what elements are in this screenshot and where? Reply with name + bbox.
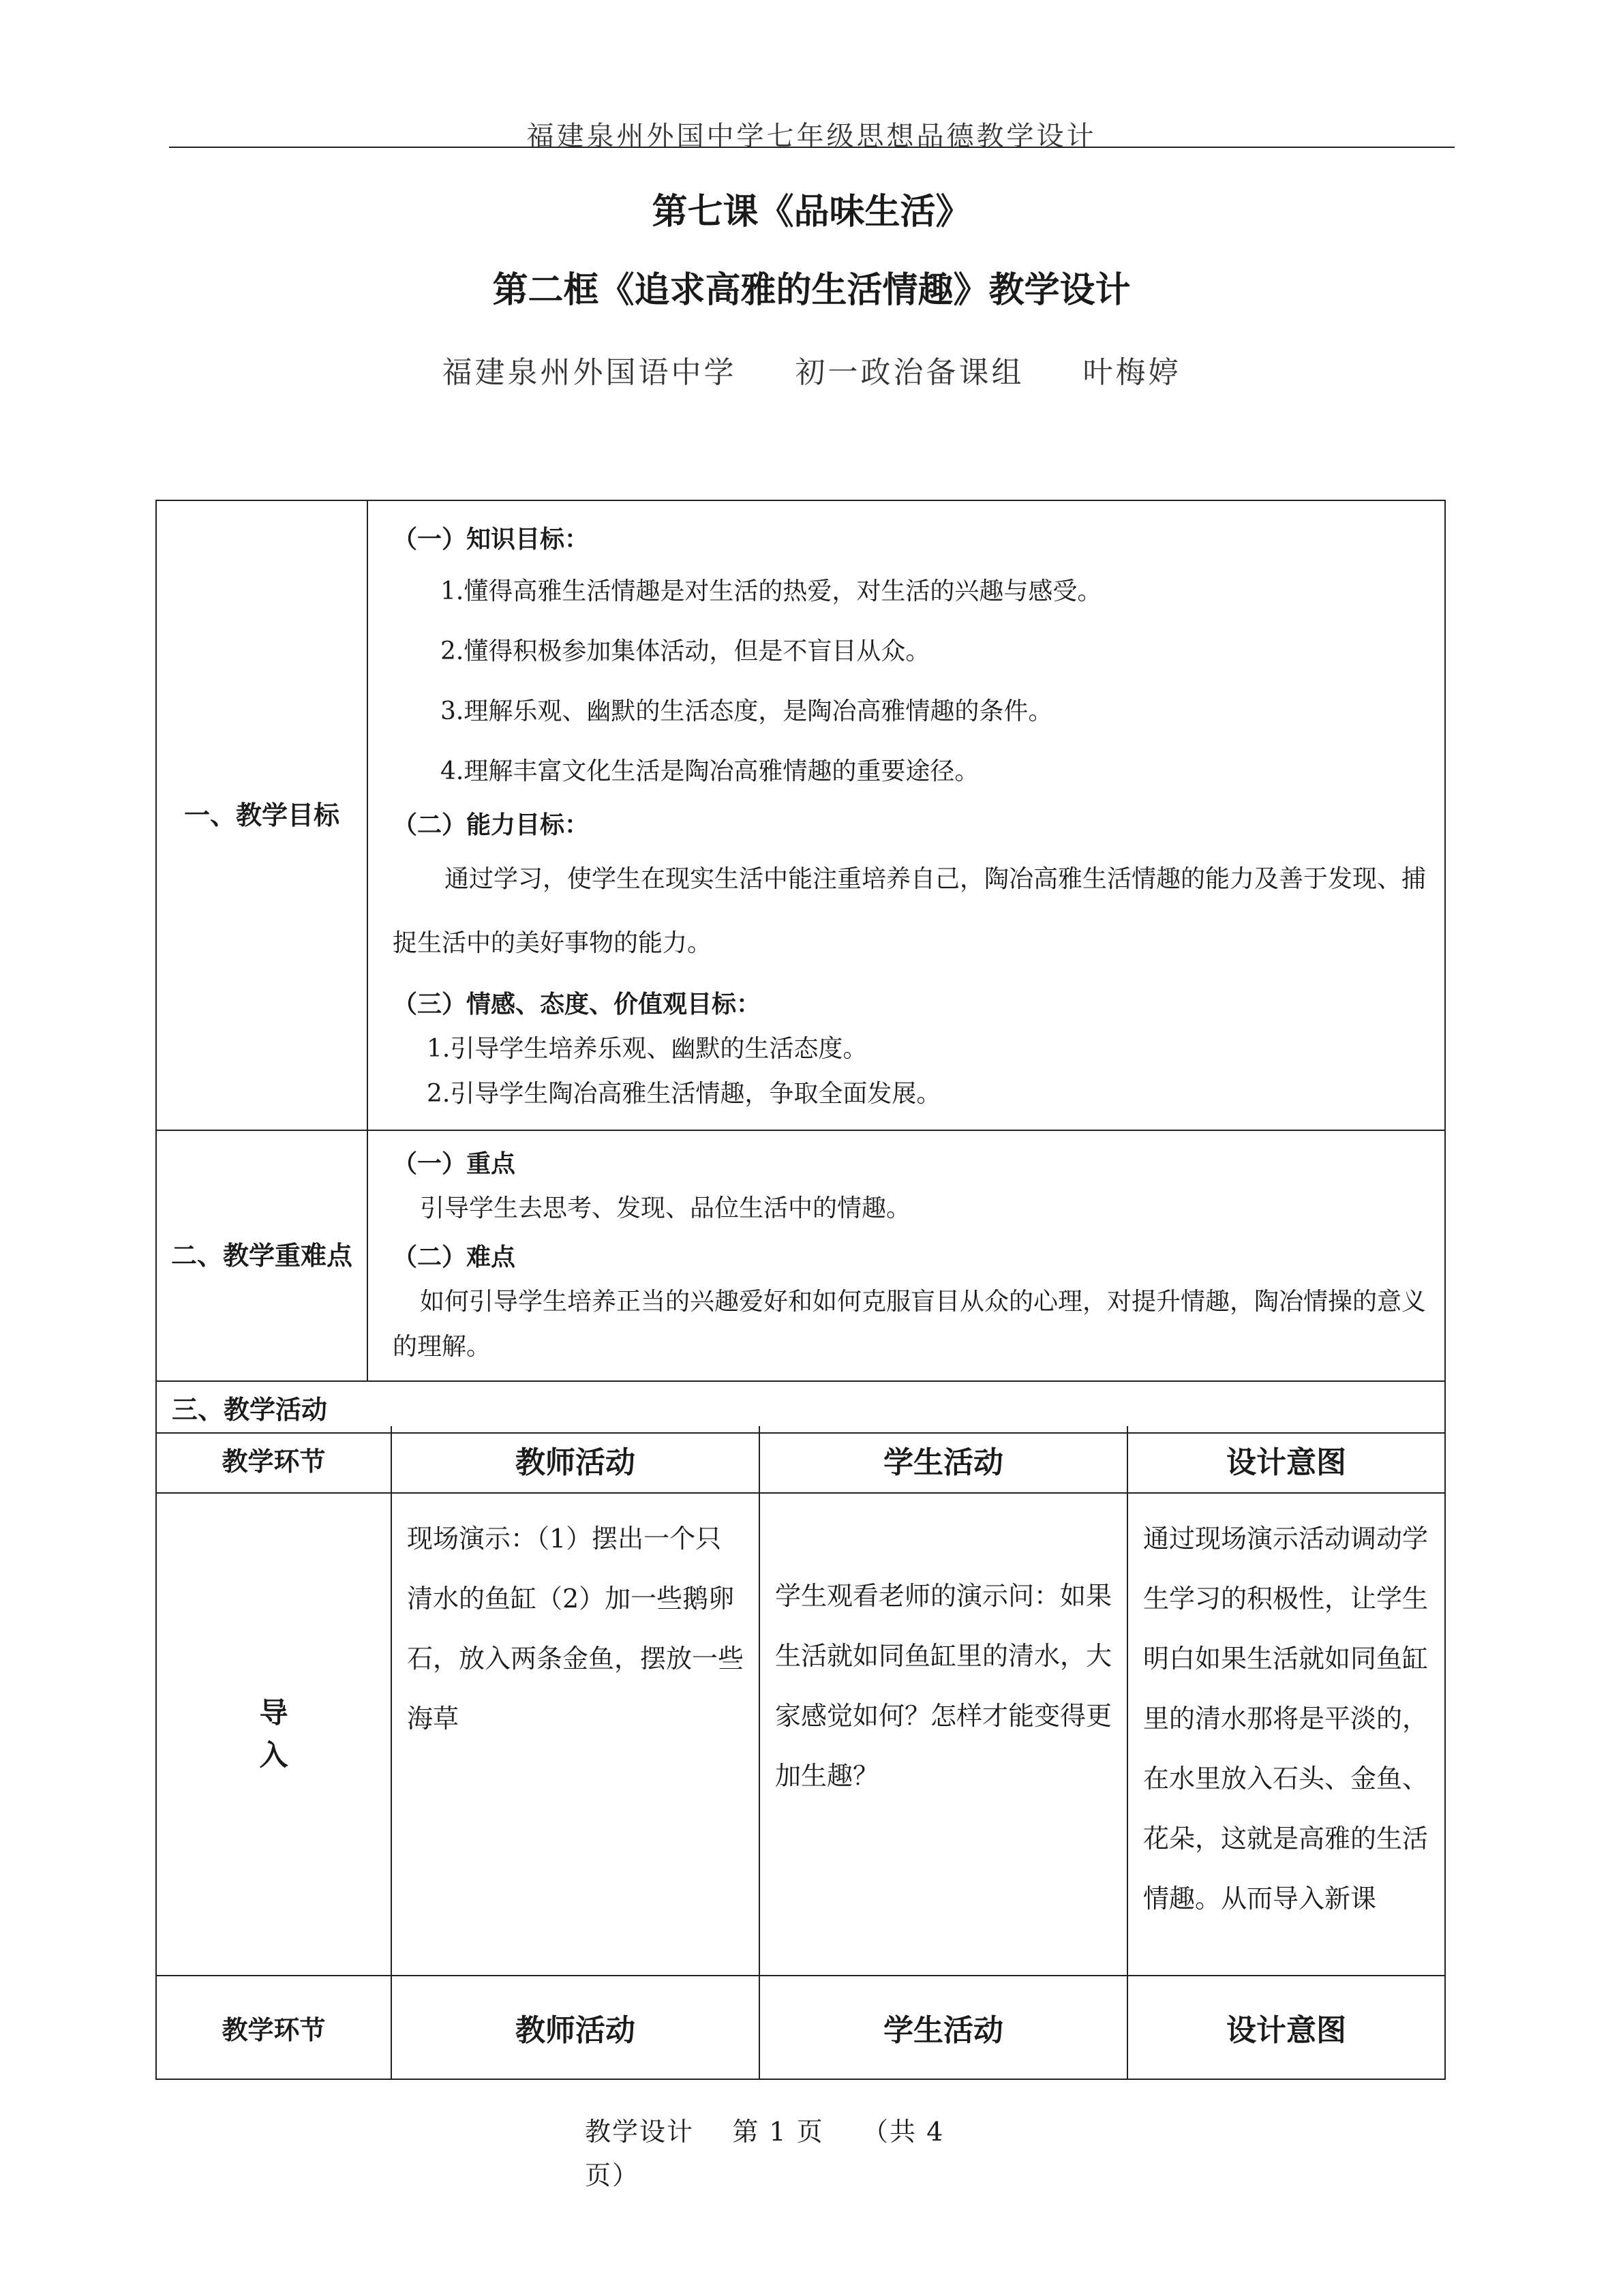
- author-teacher: 叶梅婷: [1082, 355, 1181, 390]
- column-header-teacher: 教师活动: [392, 1976, 760, 2079]
- key-points-row: [157, 1131, 1444, 1382]
- emotion-item: 1.引导学生培养乐观、幽默的生活态度。: [427, 1035, 868, 1063]
- objectives-row: [157, 501, 1444, 1131]
- knowledge-item: 4.理解丰富文化生活是陶冶高雅情趣的重要途径。: [440, 757, 980, 785]
- ability-text: 通过学习，使学生在现实生活中能注重培养自己，陶冶高雅生活情趣的能力及善于发现、捕捉生活中的美好事物的能力。: [393, 865, 1427, 957]
- activities-header-row: [157, 1426, 1444, 1494]
- difficulty-text: 如何引导学生培养正当的兴趣爱好和如何克服盲目从众的心理，对提升情趣，陶冶情操的意义的理解。: [393, 1288, 1427, 1361]
- knowledge-item: 1.懂得高雅生活情趣是对生活的热爱，对生活的兴趣与感受。: [440, 577, 1102, 605]
- header-divider: [169, 147, 1455, 148]
- objectives-table: [155, 500, 1446, 1434]
- student-cell: 学生观看老师的演示问：如果生活就如同鱼缸里的清水，大家感觉如何？怎样才能变得更加生趣？: [760, 1494, 1128, 1975]
- lesson-title: 第七课《品味生活》: [652, 192, 971, 232]
- emotion-heading: （三）情感、态度、价值观目标：: [393, 991, 761, 1018]
- page-number: 第 1 页: [732, 2117, 824, 2147]
- stage-name: 导入: [259, 1696, 288, 1772]
- activities-label: 三、教学活动: [172, 1394, 328, 1425]
- activities-header-row-repeat: [157, 1976, 1444, 2079]
- activities-table: [155, 1426, 1446, 2080]
- column-header-teacher: 教师活动: [392, 1426, 760, 1492]
- stage-cell: [157, 1494, 392, 1975]
- emotion-item: 2.引导学生陶冶高雅生活情趣，争取全面发展。: [427, 1080, 941, 1108]
- knowledge-heading: （一）知识目标：: [393, 526, 590, 554]
- difficulty-heading: （二）难点: [393, 1243, 516, 1271]
- knowledge-item: 3.理解乐观、幽默的生活态度，是陶冶高雅情趣的条件。: [440, 697, 1053, 725]
- column-header-student: 学生活动: [760, 1426, 1128, 1492]
- author-school: 福建泉州外国语中学: [442, 355, 737, 390]
- intent-cell: 通过现场演示活动调动学生学习的积极性，让学生明白如果生活就如同鱼缸里的清水那将是平淡的，在水里放入石头、金鱼、花朵，这就是高雅的生活情趣。从而导入新课: [1143, 1524, 1429, 1914]
- page-total: （共 4 页）: [585, 2117, 945, 2190]
- ability-heading: （二）能力目标：: [393, 811, 590, 839]
- objectives-content: [368, 501, 1444, 1130]
- running-header: 福建泉州外国中学七年级思想品德教学设计: [526, 121, 1097, 152]
- author-line: [0, 348, 1623, 391]
- table-row: [157, 1494, 1444, 1976]
- column-header-intent: 设计意图: [1226, 1445, 1346, 1480]
- page-footer: [585, 2110, 967, 2197]
- column-header-stage: 教学环节: [157, 1976, 392, 2079]
- teacher-cell: 现场演示：（1）摆出一个只清水的鱼缸（2）加一些鹅卵石，放入两条金鱼，摆放一些海草: [392, 1494, 760, 1975]
- section-title: 第二框《追求高雅的生活情趣》教学设计: [492, 270, 1131, 311]
- footer-label: 教学设计: [585, 2117, 695, 2147]
- key-text: 引导学生去思考、发现、品位生活中的情趣。: [420, 1194, 911, 1222]
- objectives-label: 一、教学目标: [157, 501, 368, 1130]
- column-header-stage: 教学环节: [157, 1426, 392, 1492]
- key-heading: （一）重点: [393, 1150, 516, 1178]
- column-header-intent: 设计意图: [1226, 2013, 1346, 2048]
- knowledge-item: 2.懂得积极参加集体活动，但是不盲目从众。: [440, 637, 930, 665]
- key-points-content: [368, 1131, 1444, 1380]
- key-points-label: 二、教学重难点: [157, 1131, 368, 1380]
- author-group: 初一政治备课组: [795, 355, 1025, 390]
- column-header-student: 学生活动: [760, 1976, 1128, 2079]
